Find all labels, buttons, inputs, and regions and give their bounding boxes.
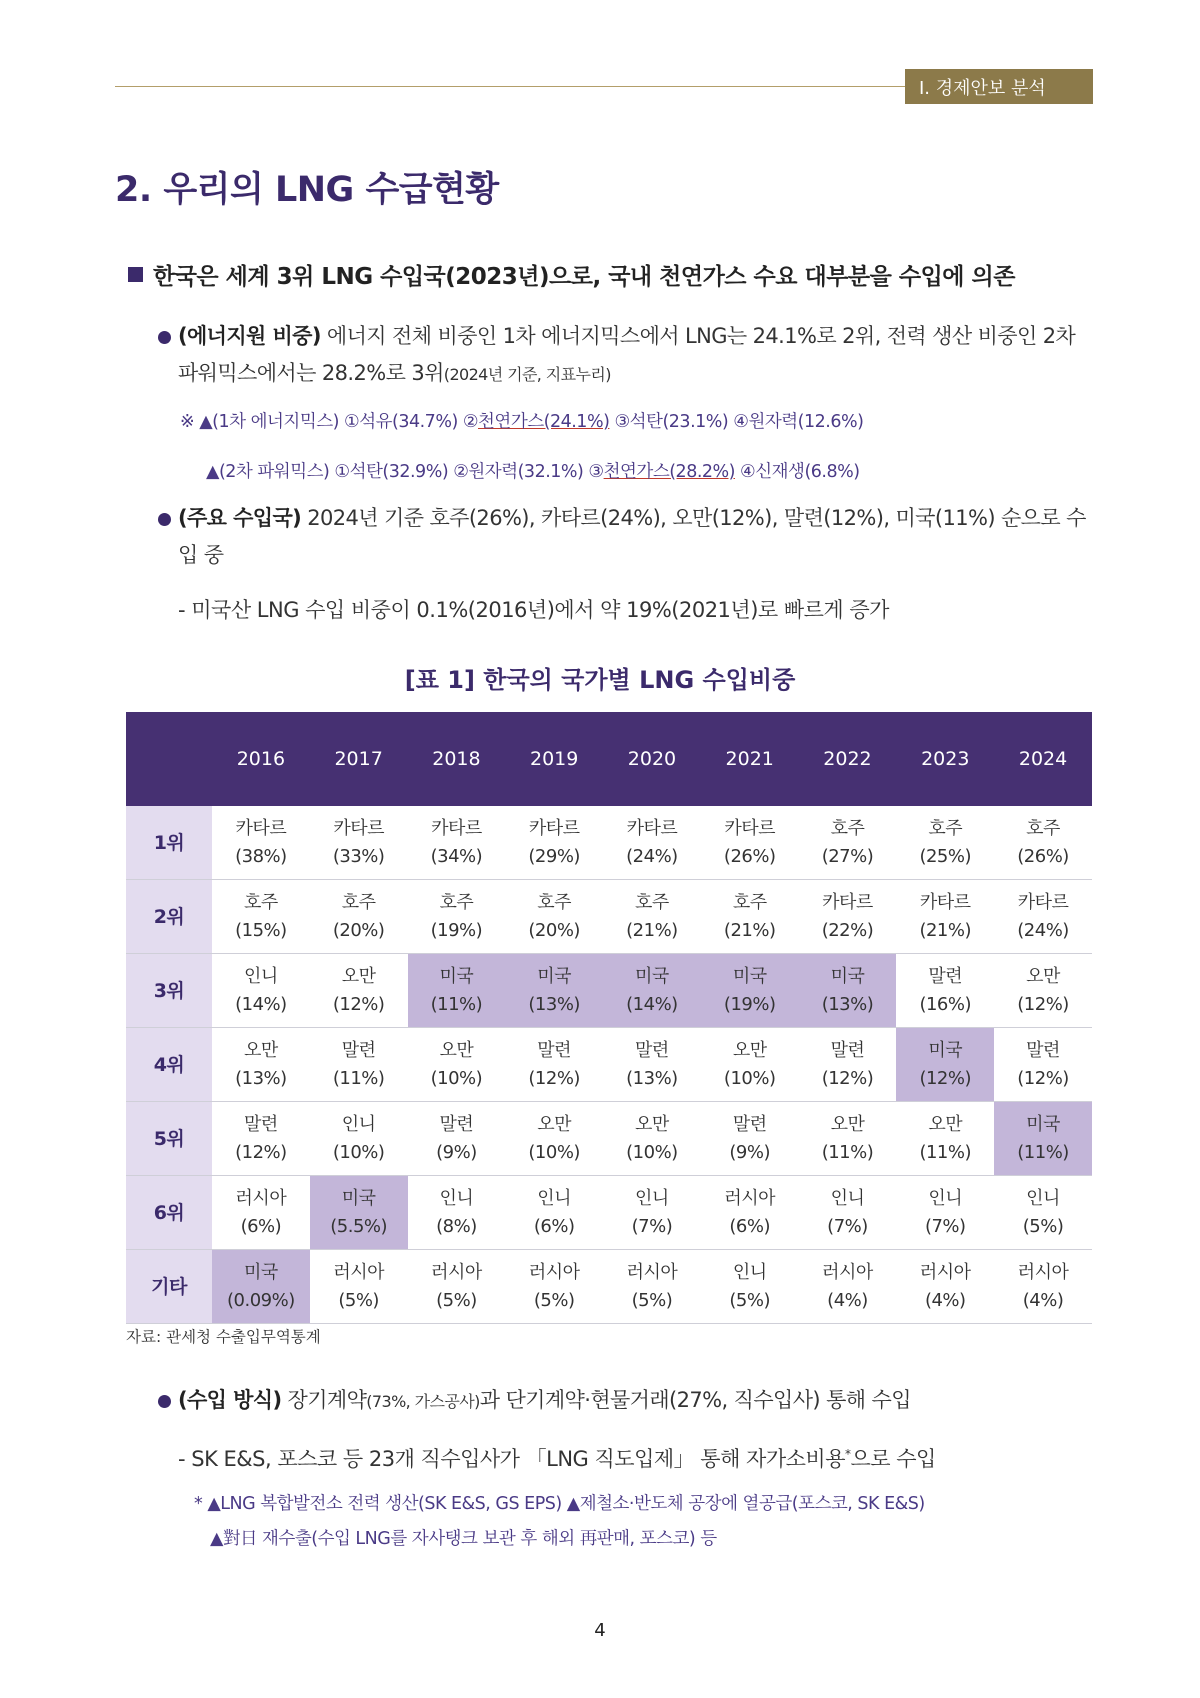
country-name: 인니 <box>341 1113 376 1135</box>
import-share-cell <box>896 954 994 1028</box>
import-share-cell <box>701 1176 799 1250</box>
bullet-dot-icon <box>158 331 171 344</box>
country-name: 러시아 <box>528 1261 580 1283</box>
import-share-cell <box>994 1176 1092 1250</box>
share-value: (11%) <box>919 1141 972 1163</box>
import-share-cell <box>701 954 799 1028</box>
share-value: (6%) <box>240 1215 282 1237</box>
share-value: (9%) <box>436 1141 477 1163</box>
note1-underline: 천연가스(24.1%) <box>478 412 610 432</box>
share-value: (21%) <box>723 919 776 941</box>
share-value: (34%) <box>430 845 483 867</box>
country-name: 오만 <box>341 965 376 987</box>
share-value: (5%) <box>729 1289 771 1311</box>
country-name: 오만 <box>537 1113 572 1135</box>
import-share-cell <box>505 954 603 1028</box>
share-value: (12%) <box>332 993 385 1015</box>
share-value: (11%) <box>1017 1141 1069 1163</box>
import-share-cell <box>896 1176 994 1250</box>
country-name: 러시아 <box>724 1187 776 1209</box>
share-value: (10%) <box>626 1141 678 1163</box>
table-corner <box>126 712 212 806</box>
import-share-cell <box>505 1250 603 1324</box>
import-share-cell <box>799 1102 897 1176</box>
country-name: 미국 <box>243 1261 278 1283</box>
share-value: (15%) <box>235 919 287 941</box>
importers-text: 2024년 기준 호주(26%), 카타르(24%), 오만(12%), 말련(12%), 미국(11%) 순으로 수입 중 <box>178 506 1086 567</box>
share-value: (27%) <box>821 845 874 867</box>
footnote-marker: * <box>845 1447 851 1461</box>
country-name: 오만 <box>732 1039 767 1061</box>
import-share-cell <box>212 1250 310 1324</box>
import-share-cell <box>408 806 506 880</box>
country-name: 호주 <box>439 891 474 913</box>
import-share-cell <box>896 1028 994 1102</box>
method-text1: 장기계약 <box>281 1388 367 1412</box>
year-header: 2018 <box>408 712 506 806</box>
country-name: 오만 <box>1026 965 1060 987</box>
country-name: 인니 <box>243 965 278 987</box>
import-share-cell <box>603 1102 701 1176</box>
country-name: 미국 <box>928 1039 963 1061</box>
share-value: (24%) <box>1017 919 1069 941</box>
share-value: (10%) <box>430 1067 483 1089</box>
summary-heading <box>128 258 1128 291</box>
rank-label: 4위 <box>126 1028 212 1102</box>
share-value: (5%) <box>338 1289 379 1311</box>
share-value: (25%) <box>919 845 972 867</box>
share-value: (11%) <box>821 1141 874 1163</box>
share-value: (7%) <box>827 1215 868 1237</box>
table-row <box>126 1028 1092 1102</box>
import-share-cell <box>799 1028 897 1102</box>
country-name: 인니 <box>439 1187 474 1209</box>
import-share-cell <box>408 880 506 954</box>
import-share-cell <box>603 954 701 1028</box>
import-share-cell <box>505 1102 603 1176</box>
share-value: (24%) <box>626 845 678 867</box>
energy-label: (에너지원 비중) <box>178 324 321 348</box>
note1-prefix: ※ ▲(1차 에너지믹스) ①석유(34.7%) ② <box>180 412 479 432</box>
import-share-cell <box>896 1250 994 1324</box>
country-name: 러시아 <box>1017 1261 1069 1283</box>
import-share-cell <box>603 806 701 880</box>
country-name: 오만 <box>439 1039 474 1061</box>
country-name: 오만 <box>635 1113 669 1135</box>
country-name: 카타르 <box>822 891 873 913</box>
share-value: (10%) <box>723 1067 776 1089</box>
rank-label: 1위 <box>126 806 212 880</box>
year-header: 2017 <box>310 712 408 806</box>
rank-label: 2위 <box>126 880 212 954</box>
share-value: (20%) <box>332 919 385 941</box>
country-name: 호주 <box>732 891 767 913</box>
rank-label: 5위 <box>126 1102 212 1176</box>
country-name: 러시아 <box>333 1261 384 1283</box>
energy-source: (2024년 기준, 지표누리) <box>443 365 611 384</box>
share-value: (4%) <box>1022 1289 1064 1311</box>
note2-suffix: ④신재생(6.8%) <box>734 462 860 482</box>
import-share-cell <box>310 806 408 880</box>
import-share-cell <box>212 880 310 954</box>
country-name: 호주 <box>243 891 278 913</box>
share-value: (26%) <box>723 845 776 867</box>
country-name: 말련 <box>439 1113 474 1135</box>
country-name: 오만 <box>928 1113 963 1135</box>
import-share-cell <box>310 880 408 954</box>
import-share-cell <box>701 880 799 954</box>
import-share-cell <box>212 1176 310 1250</box>
dash-prefix: - SK E&S, 포스코 등 23개 직수입사가 「LNG 직도입제」 통해 자가소비용 <box>178 1447 845 1471</box>
year-header: 2021 <box>701 712 799 806</box>
country-name: 러시아 <box>626 1261 678 1283</box>
share-value: (14%) <box>235 993 287 1015</box>
country-name: 미국 <box>732 965 767 987</box>
country-name: 말련 <box>635 1039 669 1061</box>
import-share-cell <box>310 1176 408 1250</box>
table-row <box>126 954 1092 1028</box>
year-header: 2022 <box>799 712 897 806</box>
share-value: (7%) <box>631 1215 673 1237</box>
bullet-dot-icon <box>158 1395 171 1408</box>
import-share-cell <box>212 1028 310 1102</box>
share-value: (13%) <box>235 1067 287 1089</box>
share-value: (20%) <box>528 919 580 941</box>
country-name: 인니 <box>537 1187 572 1209</box>
import-share-cell <box>408 1176 506 1250</box>
import-share-cell <box>701 1102 799 1176</box>
share-value: (12%) <box>235 1141 287 1163</box>
import-share-cell <box>896 806 994 880</box>
share-value: (16%) <box>919 993 972 1015</box>
import-share-cell <box>212 954 310 1028</box>
table-header-row <box>126 712 1092 806</box>
import-share-cell <box>994 880 1092 954</box>
share-value: (6%) <box>533 1215 575 1237</box>
country-name: 카타르 <box>431 817 482 839</box>
import-share-cell <box>994 1250 1092 1324</box>
country-name: 말련 <box>537 1039 572 1061</box>
country-name: 러시아 <box>822 1261 873 1283</box>
energy-note-primary <box>180 408 863 433</box>
country-name: 호주 <box>341 891 376 913</box>
import-share-cell <box>701 1028 799 1102</box>
import-share-cell <box>799 806 897 880</box>
country-name: 호주 <box>830 817 865 839</box>
country-name: 호주 <box>537 891 572 913</box>
importers-bullet <box>158 500 1093 574</box>
country-name: 오만 <box>243 1039 278 1061</box>
year-header: 2024 <box>994 712 1092 806</box>
table-title: [표 1] 한국의 국가별 LNG 수입비중 <box>404 666 796 694</box>
country-name: 카타르 <box>235 817 287 839</box>
share-value: (0.09%) <box>227 1289 295 1311</box>
country-name: 말련 <box>830 1039 865 1061</box>
country-name: 러시아 <box>235 1187 287 1209</box>
importers-label: (주요 수입국) <box>178 506 302 530</box>
country-name: 말련 <box>243 1113 278 1135</box>
import-share-cell <box>799 880 897 954</box>
import-method-bullet <box>158 1382 1093 1420</box>
rank-label: 6위 <box>126 1176 212 1250</box>
share-value: (5%) <box>436 1289 477 1311</box>
energy-text: 에너지 전체 비중인 1차 에너지믹스에서 LNG는 24.1%로 2위, 전력 생산 비중인 2차 파워믹스에서는 28.2%로 3위 <box>178 324 1076 385</box>
import-share-cell <box>701 1250 799 1324</box>
import-share-cell <box>408 954 506 1028</box>
country-name: 카타르 <box>919 891 971 913</box>
year-header: 2020 <box>603 712 701 806</box>
year-header: 2023 <box>896 712 994 806</box>
share-value: (5%) <box>533 1289 575 1311</box>
share-value: (22%) <box>821 919 874 941</box>
import-share-cell <box>701 806 799 880</box>
country-name: 미국 <box>341 1187 376 1209</box>
table-row <box>126 806 1092 880</box>
import-share-cell <box>310 954 408 1028</box>
rank-label: 3위 <box>126 954 212 1028</box>
country-name: 미국 <box>1026 1113 1060 1135</box>
share-value: (12%) <box>1017 993 1069 1015</box>
table-row <box>126 1250 1092 1324</box>
import-share-cell <box>994 1102 1092 1176</box>
share-value: (5.5%) <box>330 1215 388 1237</box>
import-share-cell <box>505 806 603 880</box>
note2-prefix: ▲(2차 파워믹스) ①석탄(32.9%) ②원자력(32.1%) ③ <box>206 462 604 482</box>
share-value: (11%) <box>332 1067 385 1089</box>
import-share-cell <box>212 806 310 880</box>
lng-import-table <box>126 712 1092 1324</box>
country-name: 카타르 <box>626 817 678 839</box>
import-share-cell <box>799 1176 897 1250</box>
import-share-cell <box>896 1102 994 1176</box>
table-row <box>126 880 1092 954</box>
share-value: (21%) <box>626 919 678 941</box>
country-name: 인니 <box>732 1261 767 1283</box>
method-text2: 과 단기계약·현물거래(27%, 직수입사) 통해 수입 <box>479 1388 911 1412</box>
share-value: (4%) <box>827 1289 868 1311</box>
share-value: (9%) <box>729 1141 771 1163</box>
page-number: 4 <box>594 1620 606 1641</box>
summary-text: 한국은 세계 3위 LNG 수입국(2023년)으로, 국내 천연가스 수요 대부분을 수입에 의존 <box>153 264 1015 290</box>
import-share-cell <box>212 1102 310 1176</box>
country-name: 호주 <box>635 891 669 913</box>
country-name: 말련 <box>341 1039 376 1061</box>
import-share-cell <box>603 1028 701 1102</box>
share-value: (12%) <box>1017 1067 1069 1089</box>
import-share-cell <box>994 954 1092 1028</box>
country-name: 오만 <box>830 1113 865 1135</box>
share-value: (19%) <box>430 919 483 941</box>
country-name: 미국 <box>537 965 572 987</box>
method-note-1: * ▲LNG 복합발전소 전력 생산(SK E&S, GS EPS) ▲제철소·반도체 공장에 열공급(포스코, SK E&S) <box>194 1494 925 1514</box>
share-value: (10%) <box>528 1141 580 1163</box>
country-name: 미국 <box>830 965 865 987</box>
country-name: 카타르 <box>724 817 776 839</box>
country-name: 인니 <box>1026 1187 1060 1209</box>
share-value: (8%) <box>436 1215 477 1237</box>
country-name: 카타르 <box>1017 891 1069 913</box>
share-value: (13%) <box>528 993 580 1015</box>
share-value: (38%) <box>235 845 287 867</box>
share-value: (10%) <box>332 1141 385 1163</box>
share-value: (12%) <box>919 1067 972 1089</box>
import-share-cell <box>896 880 994 954</box>
country-name: 말련 <box>928 965 963 987</box>
method-label: (수입 방식) <box>178 1388 282 1412</box>
country-name: 미국 <box>439 965 474 987</box>
page-title: 2. 우리의 LNG 수급현황 <box>115 170 499 210</box>
share-value: (12%) <box>528 1067 580 1089</box>
country-name: 카타르 <box>333 817 384 839</box>
share-value: (19%) <box>723 993 776 1015</box>
country-name: 인니 <box>830 1187 865 1209</box>
import-share-cell <box>603 1250 701 1324</box>
country-name: 말련 <box>732 1113 767 1135</box>
share-value: (7%) <box>924 1215 966 1237</box>
method-small: (73%, 가스공사) <box>366 1392 480 1411</box>
share-value: (5%) <box>631 1289 673 1311</box>
import-share-cell <box>408 1028 506 1102</box>
share-value: (13%) <box>626 1067 678 1089</box>
import-share-cell <box>310 1102 408 1176</box>
table-row <box>126 1176 1092 1250</box>
square-bullet-icon <box>128 267 143 282</box>
header-rule <box>115 86 905 87</box>
import-share-cell <box>505 880 603 954</box>
table-source: 자료: 관세청 수출입무역통계 <box>126 1328 321 1346</box>
energy-share-bullet <box>158 318 1093 393</box>
method-note-2: ▲對日 재수출(수입 LNG를 자사탱크 보관 후 해외 再판매, 포스코) 등 <box>210 1529 717 1549</box>
import-share-cell <box>799 1250 897 1324</box>
country-name: 러시아 <box>431 1261 482 1283</box>
us-share-dash: - 미국산 LNG 수입 비중이 0.1%(2016년)에서 약 19%(2021년)로 빠르게 증가 <box>178 598 889 622</box>
note1-suffix: ③석탄(23.1%) ④원자력(12.6%) <box>609 412 864 432</box>
country-name: 말련 <box>1026 1039 1060 1061</box>
import-share-cell <box>994 806 1092 880</box>
energy-note-power <box>206 458 860 483</box>
import-share-cell <box>505 1028 603 1102</box>
year-header: 2019 <box>505 712 603 806</box>
import-share-cell <box>408 1102 506 1176</box>
direct-import-dash <box>178 1443 936 1473</box>
note2-underline: 천연가스(28.2%) <box>603 462 735 482</box>
import-share-cell <box>310 1028 408 1102</box>
share-value: (33%) <box>332 845 385 867</box>
country-name: 인니 <box>928 1187 963 1209</box>
share-value: (6%) <box>729 1215 771 1237</box>
dash-suffix: 으로 수입 <box>850 1447 936 1471</box>
share-value: (21%) <box>919 919 972 941</box>
import-share-cell <box>408 1250 506 1324</box>
import-share-cell <box>310 1250 408 1324</box>
country-name: 호주 <box>1026 817 1060 839</box>
import-share-cell <box>603 880 701 954</box>
country-name: 호주 <box>928 817 963 839</box>
share-value: (11%) <box>430 993 483 1015</box>
import-share-cell <box>505 1176 603 1250</box>
share-value: (29%) <box>528 845 580 867</box>
country-name: 미국 <box>635 965 669 987</box>
country-name: 카타르 <box>528 817 580 839</box>
table-row <box>126 1102 1092 1176</box>
country-name: 인니 <box>635 1187 669 1209</box>
share-value: (5%) <box>1022 1215 1064 1237</box>
share-value: (4%) <box>924 1289 966 1311</box>
share-value: (14%) <box>626 993 678 1015</box>
import-share-cell <box>994 1028 1092 1102</box>
import-share-cell <box>799 954 897 1028</box>
import-share-cell <box>603 1176 701 1250</box>
section-tag: Ⅰ. 경제안보 분석 <box>905 69 1093 104</box>
rank-label: 기타 <box>126 1250 212 1324</box>
bullet-dot-icon <box>158 513 171 526</box>
country-name: 러시아 <box>919 1261 971 1283</box>
share-value: (12%) <box>821 1067 874 1089</box>
share-value: (26%) <box>1017 845 1069 867</box>
year-header: 2016 <box>212 712 310 806</box>
share-value: (13%) <box>821 993 874 1015</box>
